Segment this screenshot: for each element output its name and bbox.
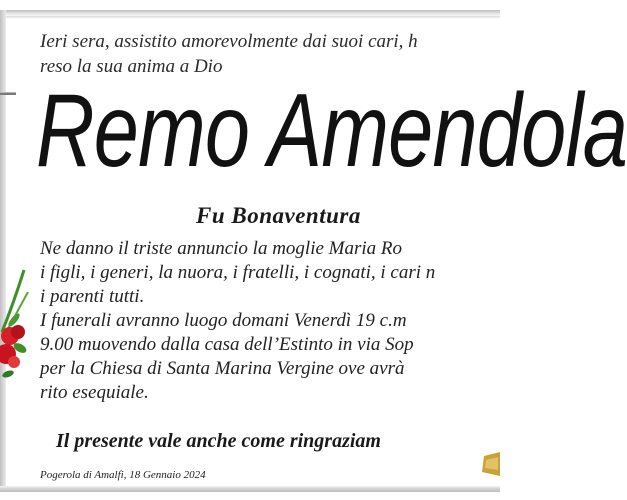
patronymic: Fu Bonaventura <box>196 203 361 228</box>
scroll-border-left <box>0 10 6 492</box>
body-line-3: i parenti tutti. <box>40 286 145 307</box>
body-line-5: 9.00 muovendo dalla casa dell’Estinto in via Sop <box>40 334 414 355</box>
flower-bouquet-icon <box>0 262 36 388</box>
body-line-6: per la Chiesa di Santa Marina Vergine ove avrà <box>40 358 405 379</box>
body-line-2: i figli, i generi, la nuora, i fratelli, i cognati, i cari n <box>40 262 436 283</box>
thanks-line: Il presente vale anche come ringraziam <box>56 430 381 452</box>
scroll-border-bottom <box>0 486 500 492</box>
intro-line-1: Ieri sera, assistito amorevolmente dai suoi cari, h <box>40 31 418 52</box>
scroll-border-shadow <box>0 16 500 19</box>
cross-icon <box>0 88 16 100</box>
body-line-7: rito esequiale. <box>40 382 149 403</box>
body-line-1: Ne danno il triste annuncio la moglie Maria Ro <box>40 238 403 259</box>
place-date: Pogerola di Amalfi, 18 Gennaio 2024 <box>40 469 206 481</box>
intro-line-2: reso la sua anima a Dio <box>40 56 223 77</box>
deceased-name: Remo Amendola <box>36 73 627 189</box>
seal-icon <box>478 452 500 476</box>
body-line-4: I funerali avranno luogo domani Venerdì 19 c.m <box>40 310 407 331</box>
